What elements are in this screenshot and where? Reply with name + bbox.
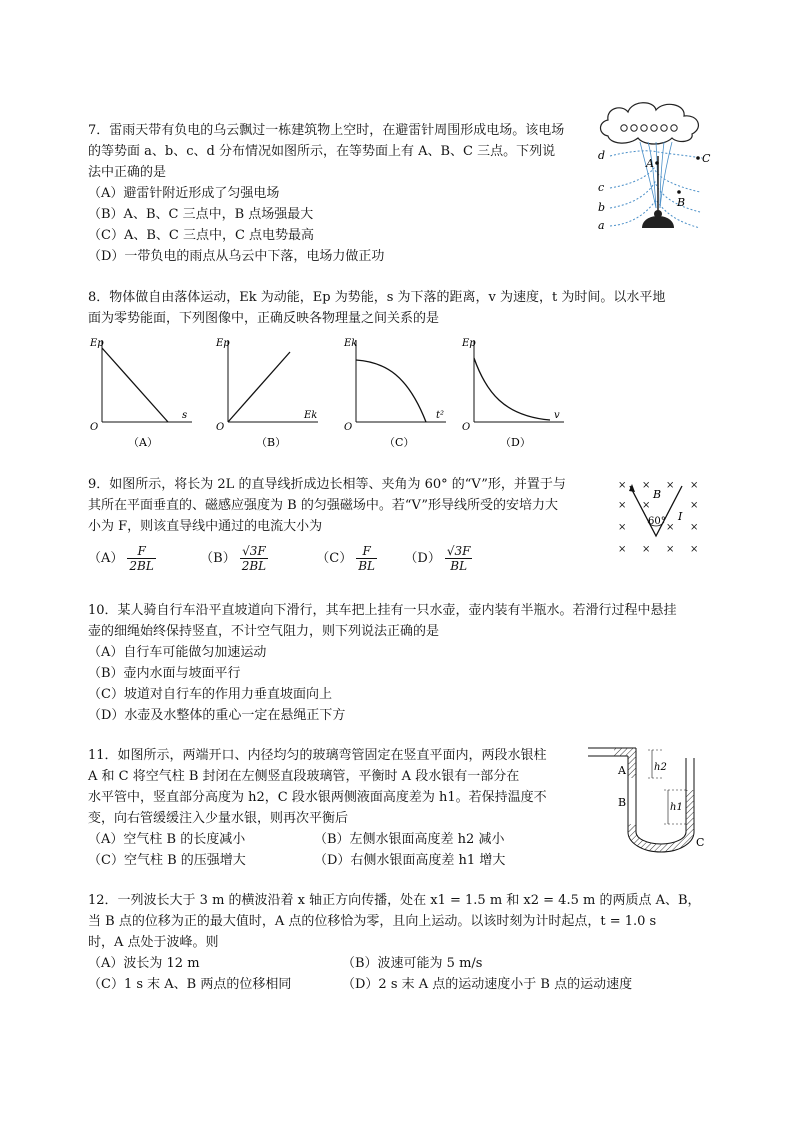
- q7-option-a: （A）避雷针附近形成了匀强电场: [88, 186, 280, 201]
- q11-stem-line-1: 11．如图所示，两端开口、内径均匀的玻璃弯管固定在竖直平面内，两段水银柱: [88, 748, 547, 763]
- label-h2: h2: [654, 762, 667, 773]
- label-b: b: [598, 201, 606, 214]
- q9-figure-v-wire: [612, 474, 708, 558]
- svg-text:×: ×: [618, 522, 627, 533]
- graph-a-curve: [102, 348, 168, 422]
- svg-text:×: ×: [690, 500, 699, 511]
- q9-stem-line-2: 其所在平面垂直的、磁感应强度为 B 的匀强磁场中。若“V”形导线所受的安培力大: [88, 498, 558, 513]
- graph-b-curve: [228, 352, 290, 422]
- graph-d-x-label: v: [554, 410, 560, 421]
- label-b: B: [618, 796, 627, 809]
- graph-c-origin: O: [344, 422, 353, 433]
- mercury-a-horizontal: [614, 748, 636, 756]
- q11-stem-line-2: A 和 C 将空气柱 B 封闭在左侧竖直段玻璃管，平衡时 A 段水银有一部分在: [88, 769, 520, 784]
- q10-stem-line-2: 壶的细绳始终保持竖直，不计空气阻力，则下列说法正确的是: [88, 624, 440, 639]
- q11-figure-glass-tube: [586, 744, 714, 856]
- q12-option-b: （B）波速可能为 5 m/s: [342, 956, 483, 971]
- q9-option-b: （B） $\frac{√3F}{2BL}$: [200, 544, 267, 573]
- svg-text:×: ×: [690, 544, 699, 555]
- graph-b-x-label: Ek: [304, 410, 318, 421]
- svg-text:×: ×: [690, 480, 699, 491]
- q9-option-a: （A） $\frac{F}{2BL}$: [88, 544, 154, 573]
- question-12: [88, 890, 728, 953]
- svg-text:×: ×: [618, 480, 627, 491]
- q12-stem-line-3: 时，A 点处于波峰。则: [88, 935, 219, 950]
- q8-graph-d: [460, 332, 570, 450]
- label-c: C: [696, 836, 705, 849]
- svg-text:×: ×: [666, 480, 675, 491]
- label-a: A: [618, 764, 626, 777]
- q7-option-b: （B）A、B、C 三点中，B 点场强最大: [88, 207, 314, 222]
- cloud-shape: [601, 103, 699, 144]
- point-a-label: A: [646, 157, 654, 170]
- q12-option-c: （C）1 s 末 A、B 两点的位移相同: [88, 977, 292, 992]
- q8-graph-b: [214, 332, 324, 450]
- q10-option-c: （C）坡道对自行车的作用力垂直坡面向上: [88, 687, 332, 702]
- q11-stem-line-3: 水平管中，竖直部分高度为 h2，C 段水银两侧液面高度差为 h1。若保持温度不: [88, 790, 547, 805]
- q7-option-d: （D）一带负电的雨点从乌云中下落，电场力做正功: [88, 249, 385, 264]
- svg-text:×: ×: [642, 480, 651, 491]
- mercury-c: [628, 832, 694, 852]
- graph-c-y-label: Ek: [344, 338, 358, 349]
- question-11: [88, 745, 618, 829]
- graph-b-origin: O: [216, 422, 225, 433]
- graph-d-origin: O: [462, 422, 471, 433]
- q9-stem-line-1: 9．如图所示，将长为 2L 的直导线折成边长相等、夹角为 60° 的“V”形，并置于与: [88, 477, 566, 492]
- label-d: d: [598, 149, 606, 162]
- label-c: c: [598, 181, 605, 194]
- q8-graph-a: [88, 332, 198, 450]
- question-7: [88, 120, 618, 267]
- field-label: B: [653, 488, 662, 501]
- q10-option-d: （D）水壶及水整体的重心一定在悬绳正下方: [88, 708, 346, 723]
- q12-option-d: （D）2 s 末 A 点的运动速度小于 B 点的运动速度: [342, 977, 633, 992]
- q11-stem-line-4: 变，向右管缓缓注入少量水银，则再次平衡后: [88, 811, 349, 826]
- q8-stem-line-2: 面为零势能面，下列图像中，正确反映各物理量之间关系的是: [88, 311, 440, 326]
- q8-stem-line-1: 8．物体做自由落体运动，Ek 为动能，Ep 为势能，s 为下落的距离，v 为速度，t 为时间。以水平地: [88, 290, 666, 305]
- point-c-label: C: [702, 152, 711, 165]
- label-h1: h1: [670, 802, 683, 813]
- svg-text:×: ×: [642, 500, 651, 511]
- q10-option-a: （A）自行车可能做匀加速运动: [88, 645, 267, 660]
- q9-options: [88, 544, 494, 573]
- graph-d-caption: （D）: [500, 436, 531, 449]
- q10-stem-line-1: 10．某人骑自行车沿平直坡道向下滑行，其车把上挂有一只水壶，壶内装有半瓶水。若滑行过程中悬挂: [88, 603, 677, 618]
- mercury-a-vertical: [628, 756, 636, 778]
- q12-options: [88, 953, 632, 995]
- q9-option-d: （D） $\frac{√3F}{BL}$: [404, 544, 471, 573]
- angle-label: 60°: [648, 516, 666, 527]
- svg-text:×: ×: [690, 522, 699, 533]
- graph-c-x-label: t²: [436, 410, 445, 421]
- q7-stem-line-3: 法中正确的是: [88, 165, 167, 180]
- q11-option-b: （B）左侧水银面高度差 h2 减小: [314, 832, 505, 847]
- q7-figure-lightning-rod: [594, 96, 718, 236]
- building-dome: [642, 216, 674, 228]
- svg-text:×: ×: [618, 500, 627, 511]
- q11-option-c: （C）空气柱 B 的压强增大: [88, 853, 246, 868]
- graph-a-y-label: Ep: [90, 338, 104, 349]
- svg-text:×: ×: [666, 544, 675, 555]
- question-9: [88, 474, 618, 537]
- graph-d-y-label: Ep: [462, 338, 476, 349]
- point-b-label: B: [677, 196, 686, 209]
- q10-option-b: （B）壶内水面与坡面平行: [88, 666, 241, 681]
- q12-stem-line-2: 当 B 点的位移为正的最大值时，A 点的位移恰为零，且向上运动。以该时刻为计时起点，t = 1.0 s: [88, 914, 657, 929]
- q7-stem-line-1: 7．雷雨天带有负电的乌云飘过一栋建筑物上空时，在避雷针周围形成电场。该电场: [88, 123, 565, 138]
- graph-a-x-label: s: [182, 410, 188, 421]
- q9-option-c: （C） $\frac{F}{BL}$: [316, 544, 376, 573]
- graph-d-curve: [474, 358, 550, 420]
- graph-a-caption: （A）: [128, 436, 158, 449]
- graph-c-curve: [356, 360, 426, 422]
- field-lines: [640, 142, 672, 208]
- q7-stem-line-2: 的等势面 a、b、c、d 分布情况如图所示，在等势面上有 A、B、C 三点。下列说: [88, 144, 556, 159]
- q11-options: [88, 829, 505, 871]
- graph-a-origin: O: [90, 422, 99, 433]
- label-a: a: [598, 219, 605, 232]
- graph-c-caption: （C）: [384, 436, 415, 449]
- question-10: [88, 600, 728, 726]
- q7-option-c: （C）A、B、C 三点中，C 点电势最高: [88, 228, 315, 243]
- q11-option-a: （A）空气柱 B 的长度减小: [88, 832, 246, 847]
- q8-graph-c: [342, 332, 452, 450]
- question-8: [88, 287, 728, 329]
- q9-stem-line-3: 小为 F，则该直导线中通过的电流大小为: [88, 519, 323, 534]
- svg-text:×: ×: [618, 544, 627, 555]
- current-label: I: [678, 510, 683, 523]
- graph-b-caption: （B）: [256, 436, 287, 449]
- q12-option-a: （A）波长为 12 m: [88, 956, 200, 971]
- q12-stem-line-1: 12．一列波长大于 3 m 的横波沿着 x 轴正方向传播，处在 x1 = 1.5 m 和 x2 = 4.5 m 的两质点 A、B，: [88, 893, 701, 908]
- graph-b-y-label: Ep: [216, 338, 230, 349]
- q11-option-d: （D）右侧水银面高度差 h1 增大: [314, 853, 506, 868]
- svg-text:×: ×: [642, 544, 651, 555]
- svg-text:×: ×: [666, 522, 675, 533]
